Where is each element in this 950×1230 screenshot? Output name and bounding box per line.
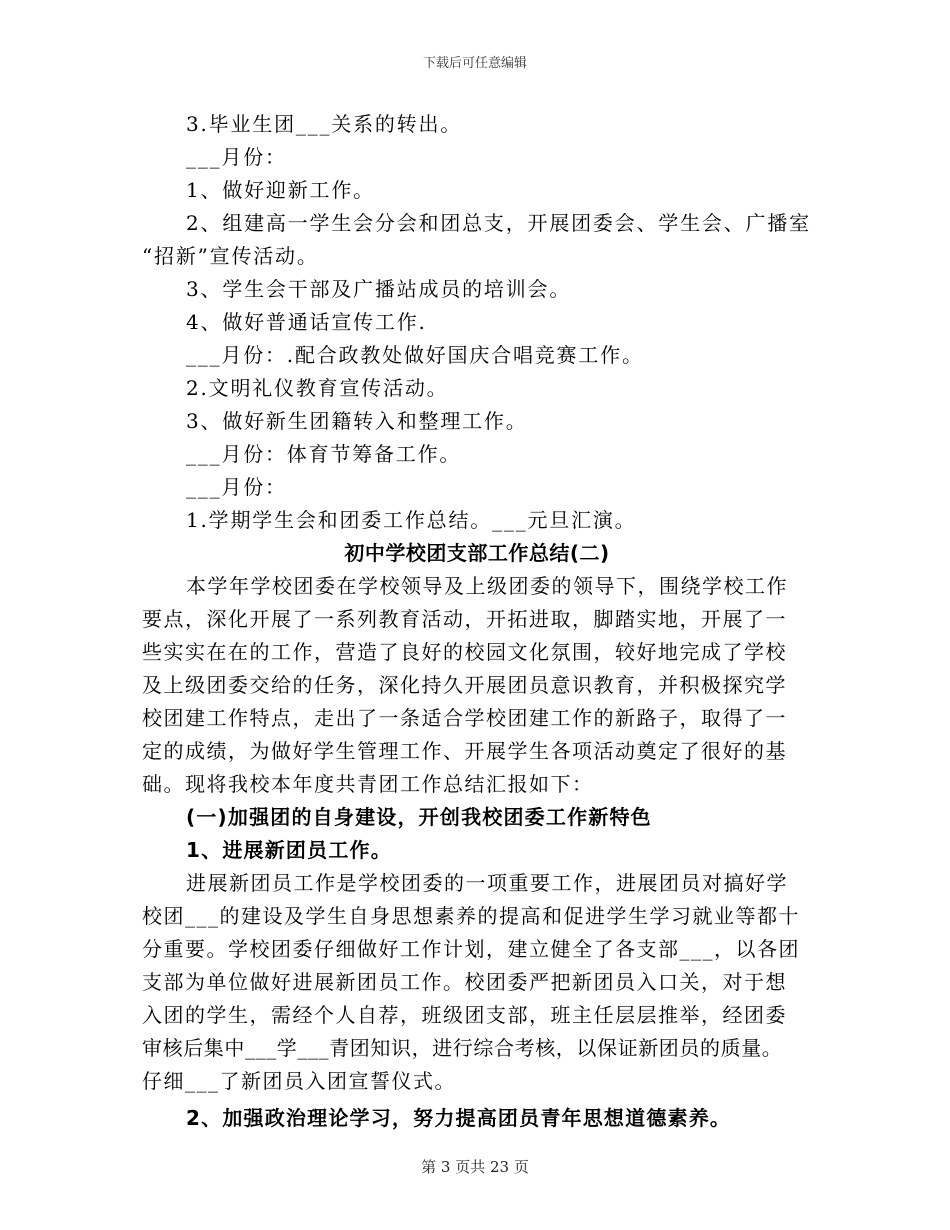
text-line: 入团的学生，需经个人自荐，班级团支部，班主任层层推举，经团委: [142, 1003, 787, 1027]
text-line: 进展新团员工作是学校团委的一项重要工作，进展团员对搞好学: [186, 871, 788, 895]
text-line: 3.毕业生团___关系的转出。: [186, 112, 463, 136]
text-line: 及上级团委交给的任务，深化持久开展团员意识教育，并积极探究学: [142, 673, 787, 697]
text-line: 些实实在在的工作，营造了良好的校园文化氛围，较好地完成了学校: [142, 640, 787, 664]
text-line: ___月份：: [186, 145, 287, 169]
text-line: 校团建工作特点，走出了一条适合学校团建工作的新路子，取得了一: [142, 706, 787, 730]
document-body: [142, 108, 812, 1135]
subheading: 2、加强政治理论学习，努力提高团员青年思想道德素养。: [186, 1106, 732, 1130]
page-header: 下载后可任意编辑: [422, 56, 527, 71]
section-title: 初中学校团支部工作总结(二): [344, 541, 610, 565]
subheading: 1、进展新团员工作。: [186, 838, 392, 862]
text-line: 础。现将我校本年度共青团工作总结汇报如下：: [142, 772, 594, 796]
text-line: 审核后集中___学___青团知识，进行综合考核，以保证新团员的质量。: [142, 1036, 783, 1060]
text-line: 仔细___了新团员入团宣誓仪式。: [142, 1069, 456, 1093]
text-line: 1、做好迎新工作。: [186, 178, 375, 202]
text-line: 本学年学校团委在学校领导及上级团委的领导下，围绕学校工作: [186, 574, 788, 598]
text-line: 要点，深化开展了一系列教育活动，开拓进取，脚踏实地，开展了一: [142, 607, 787, 631]
text-line: 3、做好新生团籍转入和整理工作。: [186, 409, 528, 433]
text-line: 校团___的建设及学生自身思想素养的提高和促进学生学习就业等都十: [142, 904, 800, 928]
text-line: ___月份：: [186, 475, 287, 499]
page-footer: 第 3 页共 23 页: [421, 1158, 529, 1176]
text-line: 2、组建高一学生会分会和团总支，开展团委会、学生会、广播室: [186, 211, 811, 235]
text-line: 1.学期学生会和团委工作总结。___元旦汇演。: [186, 508, 637, 532]
text-line: “招新”宣传活动。: [142, 244, 319, 268]
text-line: 定的成绩，为做好学生管理工作、开展学生各项活动奠定了很好的基: [142, 739, 787, 763]
subheading: (一)加强团的自身建设，开创我校团委工作新特色: [186, 805, 652, 829]
text-line: ___月份：.配合政教处做好国庆合唱竞赛工作。: [186, 343, 644, 367]
text-line: 3、学生会干部及广播站成员的培训会。: [186, 277, 572, 301]
text-line: 支部为单位做好进展新团员工作。校团委严把新团员入口关，对于想: [142, 970, 787, 994]
text-line: 2.文明礼仪教育宣传活动。: [186, 376, 449, 400]
text-line: ___月份：体育节筹备工作。: [186, 442, 462, 466]
text-line: 分重要。学校团委仔细做好工作计划，建立健全了各支部___，以各团: [142, 937, 800, 961]
text-line: 4、做好普通话宣传工作.: [186, 310, 427, 334]
